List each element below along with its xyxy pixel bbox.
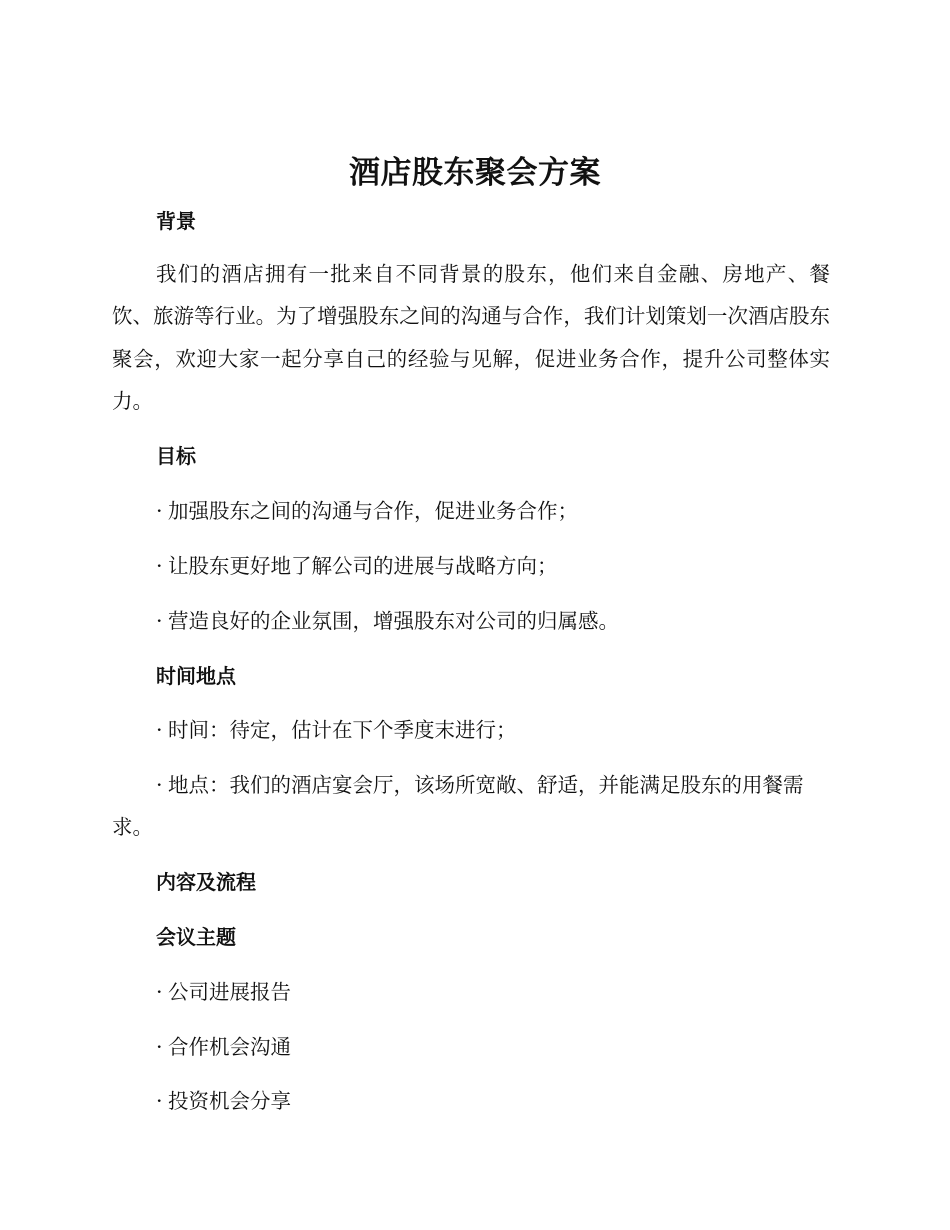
bullet-glyph: ·: [156, 718, 163, 742]
bullet-glyph: ·: [156, 980, 163, 1004]
document-title: 酒店股东聚会方案: [349, 155, 601, 191]
goal-item: [156, 606, 619, 636]
goal-item: [156, 496, 578, 526]
section-heading-goals: 目标: [156, 444, 196, 468]
time-place-item: [156, 715, 517, 745]
topic-item-text: 投资机会分享: [168, 1089, 291, 1113]
section-heading-background: 背景: [156, 209, 196, 233]
bullet-glyph: ·: [156, 773, 163, 797]
topic-item-text: 合作机会沟通: [168, 1035, 291, 1059]
topic-item: [156, 1086, 291, 1116]
time-place-item: [112, 764, 830, 848]
goal-item-text: 让股东更好地了解公司的进展与战略方向；: [168, 554, 558, 578]
topic-item: [156, 1032, 291, 1062]
bullet-glyph: ·: [156, 1089, 163, 1113]
goal-item: [156, 551, 558, 581]
topic-item: [156, 977, 291, 1007]
section-heading-meeting-topics: 会议主题: [156, 925, 236, 949]
section-heading-content-flow: 内容及流程: [156, 870, 256, 894]
bullet-glyph: ·: [156, 554, 163, 578]
time-place-item-text: 时间：待定，估计在下个季度末进行；: [168, 718, 517, 742]
goal-item-text: 营造良好的企业氛围，增强股东对公司的归属感。: [168, 609, 619, 633]
bullet-glyph: ·: [156, 499, 163, 523]
bullet-glyph: ·: [156, 609, 163, 633]
bullet-glyph: ·: [156, 1035, 163, 1059]
time-place-item-text: 地点：我们的酒店宴会厅，该场所宽敞、舒适，并能满足股东的用餐需求。: [112, 773, 804, 839]
topic-item-text: 公司进展报告: [168, 980, 291, 1004]
section-heading-time-place: 时间地点: [156, 664, 236, 688]
background-paragraph: 我们的酒店拥有一批来自不同背景的股东，他们来自金融、房地产、餐饮、旅游等行业。为了增强股东之间的沟通与合作，我们计划策划一次酒店股东聚会，欢迎大家一起分享自己的经验与见解，促进业务合作，提升公司整体实力。: [112, 262, 830, 413]
goal-item-text: 加强股东之间的沟通与合作，促进业务合作；: [168, 499, 578, 523]
